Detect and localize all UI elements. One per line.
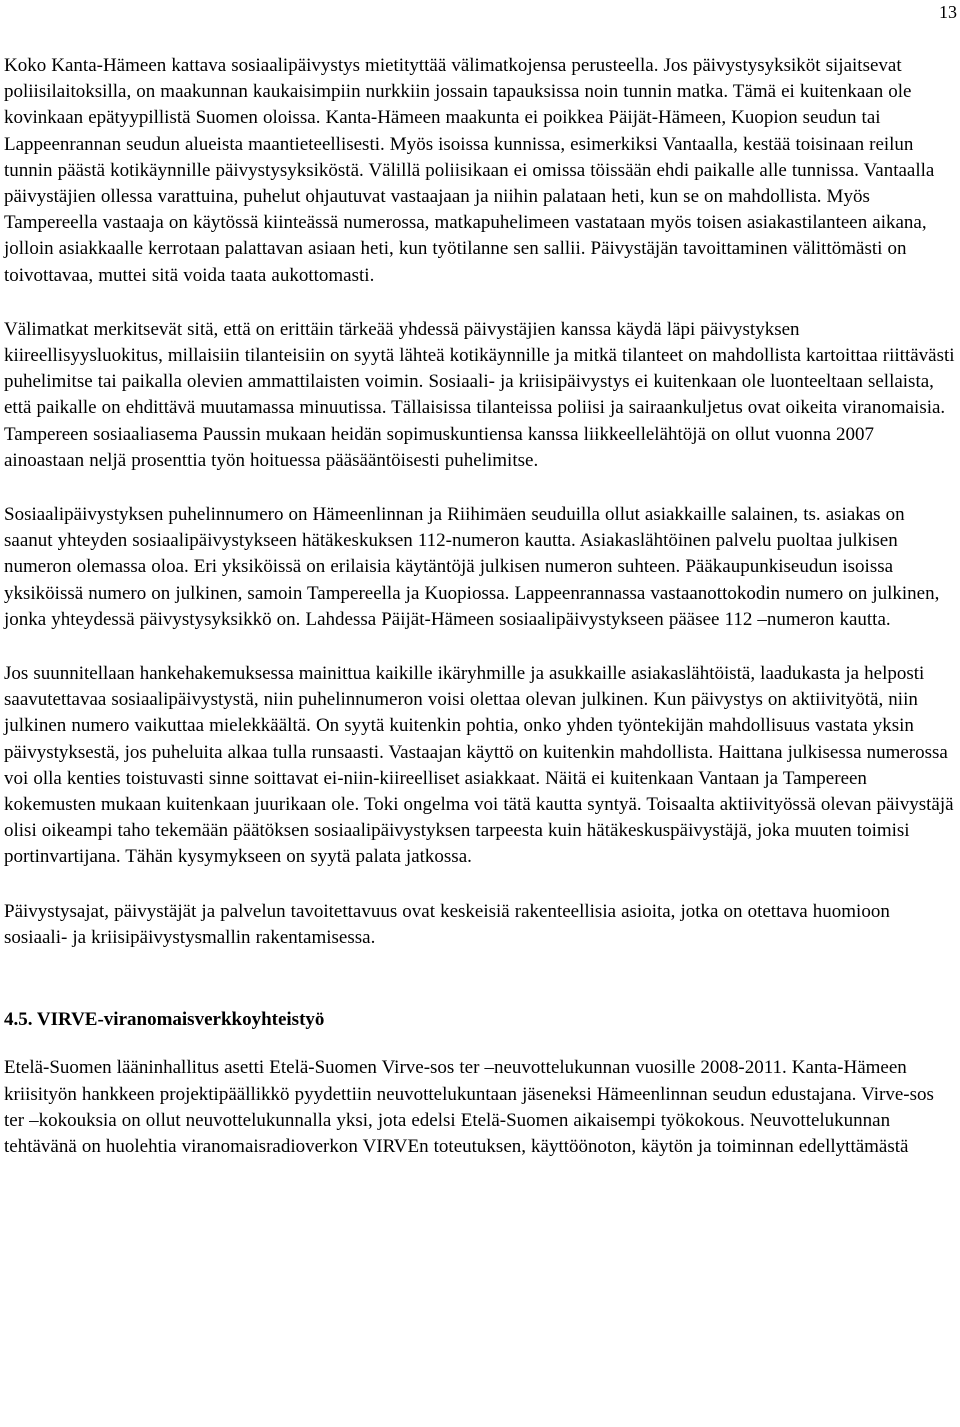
paragraph-spacer [4, 633, 958, 661]
heading-spacer [4, 1033, 958, 1055]
paragraph-spacer [4, 474, 958, 502]
section-heading: 4.5. VIRVE-viranomaisverkkoyhteistyö [4, 1009, 325, 1031]
paragraph-spacer [4, 289, 958, 317]
paragraph-availability: Päivystysajat, päivystäjät ja palvelun tavoitettavuus ovat keskeisiä rakenteellisia asioita, jotka on otettava huomioon sosiaali- ja kriisipäivystysmallin rakentamisessa. [4, 900, 890, 948]
paragraph-urgency-classification: Välimatkat merkitsevät sitä, että on erittäin tärkeää yhdessä päivystäjien kanssa käydä läpi päivystyksen kiireellisyysluokitus, millaisiin tilanteisiin on syytä lähteä kotikäynnille ja mitkä tilanteet on mahdollista kartoittaa riittävästi puhelimitse tai paikalla olevien ammattilaisten voimin. Sosiaali- ja kriisipäivystys ei kuitenkaan ole luonteeltaan sellaista, että paikalle on ehdittävä muutamassa minuutissa. Tällaisissa tilanteissa poliisi ja sairaankuljetus ovat oikeita viranomaisia. Tampereen sosiaaliasema Paussin mukaan heidän sopimuskuntiensa kanssa liikkeellelähtöjä on ollut vuonna 2007 ainoastaan neljä prosenttia työn hoituessa pääsääntöisesti puhelimitse. [4, 318, 955, 471]
paragraph-virve: Etelä-Suomen lääninhallitus asetti Etelä-Suomen Virve-sos ter –neuvottelukunnan vuosille 2008-2011. Kanta-Hämeen kriisityön hankkeen projektipäällikkö pyydettiin neuvottelukuntaan jäseneksi Hämeenlinnan seudun edustajana. Virve-sos ter –kokouksia on ollut neuvottelukunnalla yksi, jota edelsi Etelä-Suomen aikaisempi työkokous. Neuvottelukunnan tehtävänä on huolehtia viranomaisradioverkon VIRVEn toteutuksen, käyttöönoton, käytön ja toiminnan edellyttämästä [4, 1057, 934, 1157]
page-number: 13 [939, 2, 957, 22]
paragraph-phone-number: Sosiaalipäivystyksen puhelinnumero on Hämeenlinnan ja Riihimäen seuduilla ollut asiakkaille salainen, ts. asiakas on saanut yhteyden sosiaalipäivystykseen hätäkeskuksen 112-numeron kautta. Asiakaslähtöinen palvelu puoltaa julkisen numeron olemassa oloa. Eri yksiköissä on erilaisia käytäntöjä julkisen numeron suhteen. Pääkaupunkiseudun isoissa yksiköissä numero on julkinen, samoin Tampereella ja Kuopiossa. Lappeenrannassa vastaanottokodin numero on julkinen, jonka yhteydessä päivystysyksikkö on. Lahdessa Päijät-Hämeen sosiaalipäivystykseen pääsee 112 –numeron kautta. [4, 504, 940, 630]
paragraph-travel-distances: Koko Kanta-Hämeen kattava sosiaalipäivystys mietityttää välimatkojensa perusteella. Jos päivystysyksiköt sijaitsevat poliisilaitoksilla, on maakunnan kaukaisimpiin nurkkiin jossain tapauksissa noin tunnin matka. Tämä ei kuitenkaan ole kovinkaan epätyypillistä Suomen oloissa. Kanta-Hämeen maakunta ei poikkea Päijät-Hämeen, Kuopion seudun tai Lappeenrannan seudun alueista maantieteellisesti. Myös isoissa kunnissa, esimerkiksi Vantaalla, kestää toisinaan reilun tunnin päästä kotikäynnille päivystysyksiköstä. Välillä poliisikaan ei omissa töissään ehdi paikalle alle tunnissa. Vantaalla päivystäjien ollessa varattuina, puhelut ohjautuvat vastaajaan ja niihin palataan heti, kun se on mahdollista. Myös Tampereella vastaaja on käytössä kiinteässä numerossa, matkapuhelimeen vastataan myös toisen asiakastilanteen aikana, jolloin asiakkaalle kerrotaan palattavan asiaan heti, kun työtilanne sen sallii. Päivystäjän tavoittaminen välittömästi on toivottavaa, muttei sitä voida taata aukottomasti. [4, 55, 935, 286]
document-body [4, 53, 958, 1160]
paragraph-spacer [4, 871, 958, 899]
section-spacer [4, 951, 958, 1007]
paragraph-public-number: Jos suunnitellaan hankehakemuksessa mainittua kaikille ikäryhmille ja asukkaille asiakaslähtöistä, laadukasta ja helposti saavutettavaa sosiaalipäivystystä, niin puhelinnumeron voisi olettaa olevan julkinen. Kun päivystys on aktiivityötä, niin julkinen numero vaikuttaa mielekkäältä. On syytä kuitenkin pohtia, onko yhden työntekijän mahdollisuus vastata yksin päivystyksestä, jos puheluita alkaa tulla runsaasti. Vastaajan käyttö on kuitenkin mahdollista. Haittana julkisessa numerossa voi olla kenties toistuvasti sinne soittavat ei-niin-kiireelliset asiakkaat. Näitä ei kuitenkaan Vantaan ja Tampereen kokemusten mukaan kuitenkaan juurikaan ole. Toki ongelma voi tätä kautta syntyä. Toisaalta aktiivityössä olevan päivystäjä olisi oikeampi taho tekemään päätöksen sosiaalipäivystyksen tarpeesta kuin hätäkeskuspäivystäjä, joka muuten toimisi portinvartijana. Tähän kysymykseen on syytä palata jatkossa. [4, 663, 954, 868]
